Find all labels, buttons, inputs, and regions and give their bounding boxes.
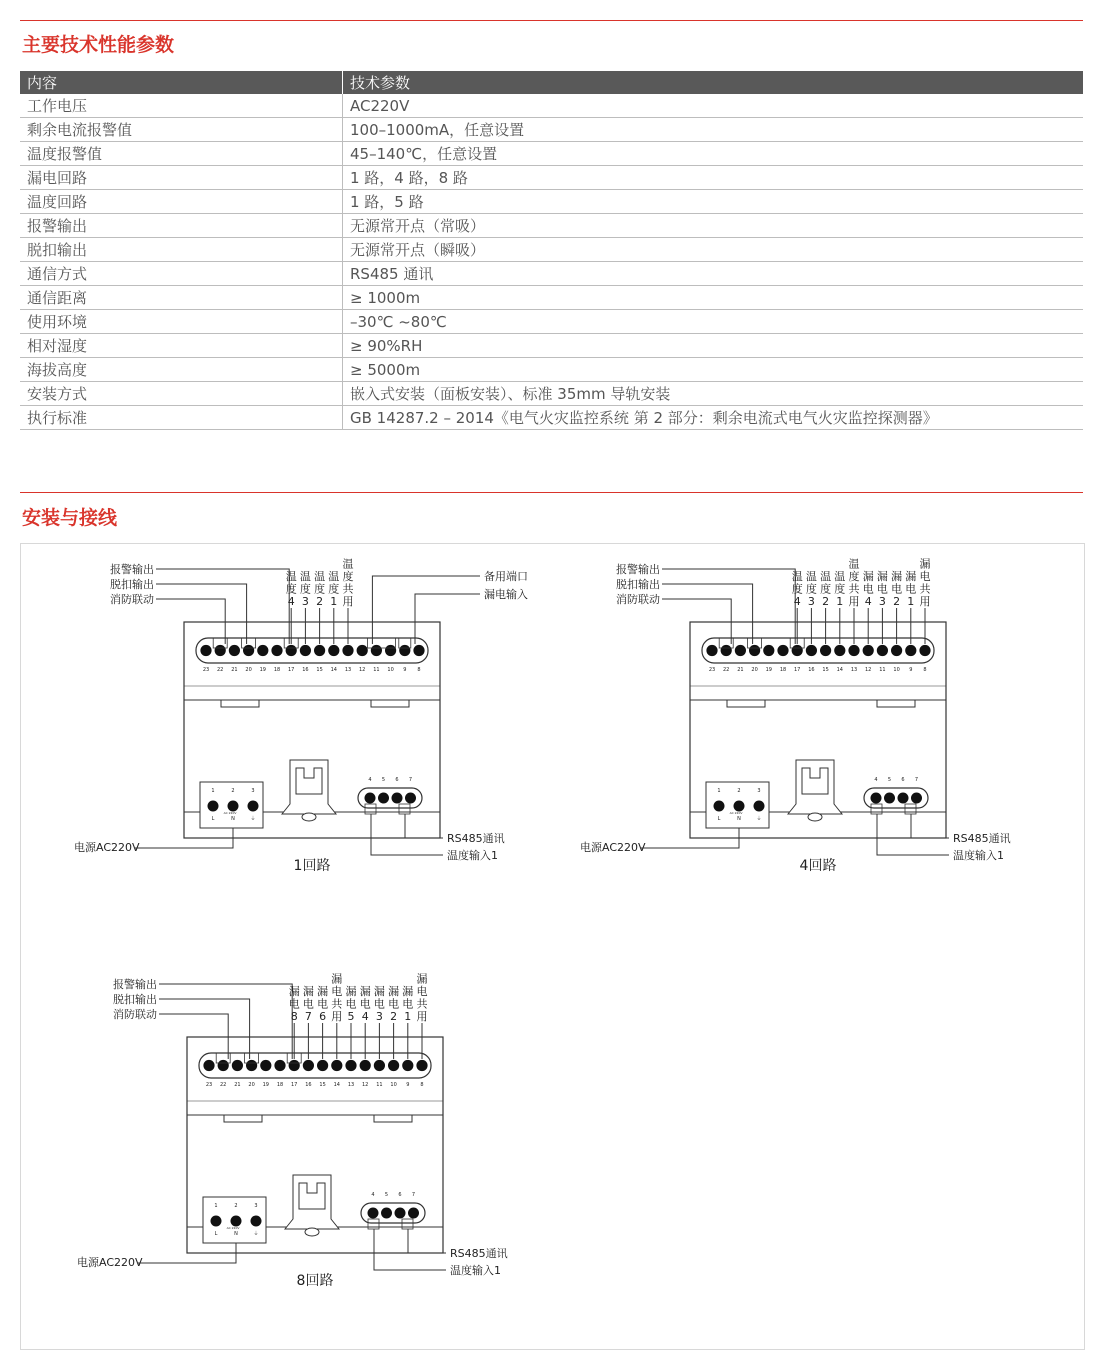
column-label-char: 1 <box>404 1010 412 1023</box>
power-terminal-screw <box>251 1216 262 1227</box>
terminal-number: 22 <box>220 1082 227 1088</box>
terminal-number: 11 <box>376 1082 383 1088</box>
terminal-number: 12 <box>362 1082 369 1088</box>
power-terminal-number: 1 <box>211 788 215 794</box>
leak-input-label: 漏电输入 <box>484 588 528 601</box>
terminal-screw <box>360 1060 371 1071</box>
spec-param-name: 报警输出 <box>20 214 343 238</box>
spec-param-value: 嵌入式安装（面板安装）、标准 35mm 导轨安装 <box>343 382 1084 406</box>
rs485-terminal-number: 4 <box>368 777 372 783</box>
column-label-char: 4 <box>864 595 872 608</box>
power-terminal-number: 2 <box>231 788 235 794</box>
terminal-screw <box>806 645 817 656</box>
column-label-char: 漏 <box>416 972 428 986</box>
column-label-char: 电 <box>388 997 400 1011</box>
spec-param-value: ≥ 90%RH <box>343 334 1084 358</box>
power-terminal-letter: ⏚ <box>756 816 762 822</box>
column-label-char: 温 <box>834 570 846 583</box>
column-label-char: 电 <box>402 997 414 1011</box>
terminal-screw <box>232 1060 243 1071</box>
terminal-screw <box>763 645 774 656</box>
terminal-number: 11 <box>879 667 886 673</box>
column-label-char: 漏 <box>288 985 300 998</box>
column-label-char: 1 <box>330 595 338 608</box>
spec-param-name: 海拔高度 <box>20 358 343 382</box>
terminal-number: 12 <box>865 667 872 673</box>
terminal-number: 21 <box>234 1082 241 1088</box>
column-label-char: 温 <box>328 570 340 583</box>
column-label-char: 3 <box>375 1010 383 1023</box>
column-label-char: 3 <box>878 595 886 608</box>
spec-param-name: 温度回路 <box>20 190 343 214</box>
terminal-screw <box>317 1060 328 1071</box>
column-label-char: 温 <box>791 570 803 583</box>
column-label-char: 度 <box>285 582 297 596</box>
rs485-terminal-number: 6 <box>901 777 905 783</box>
column-label-char: 度 <box>805 582 817 596</box>
column-label-char: 电 <box>416 985 428 998</box>
spec-param-name: 通信距离 <box>20 286 343 310</box>
rs485-terminal-number: 5 <box>381 777 386 783</box>
column-label-char: 电 <box>905 582 917 596</box>
terminal-screw <box>905 645 916 656</box>
column-label-char: 用 <box>919 595 931 608</box>
terminal-number: 10 <box>893 667 900 673</box>
column-label-char: 漏 <box>905 570 917 583</box>
spec-param-value: 无源常开点（常吸） <box>343 214 1084 238</box>
column-label-char: 度 <box>791 582 803 596</box>
spec-param-value: –30℃ ~80℃ <box>343 310 1084 334</box>
rs485-terminal-screw <box>365 793 376 804</box>
spec-param-value: ≥ 1000m <box>343 286 1084 310</box>
column-label-char: 温 <box>820 570 832 583</box>
alarm-output-label: 报警输出 <box>110 563 154 576</box>
fire-linkage-label: 消防联动 <box>616 593 660 606</box>
rs485-terminal-number: 6 <box>395 777 399 783</box>
terminal-number: 16 <box>302 667 309 673</box>
column-label-char: 电 <box>862 582 874 596</box>
column-label-char: 漏 <box>919 557 931 571</box>
terminal-number: 15 <box>319 1082 326 1088</box>
power-terminal-number: 3 <box>757 788 761 794</box>
power-terminal-screw <box>248 801 259 812</box>
power-terminal-sub-label: AC 220V <box>223 811 237 815</box>
clip-slot <box>877 700 915 707</box>
header-content: 内容 <box>20 71 343 94</box>
rs485-terminal-screw <box>392 793 403 804</box>
power-terminal-sub-label: AC 220V <box>226 1226 240 1230</box>
terminal-number: 19 <box>262 1082 269 1088</box>
terminal-screw <box>863 645 874 656</box>
fire-linkage-label: 消防联动 <box>113 1008 157 1021</box>
trip-output-label: 脱扣输出 <box>113 993 157 1006</box>
clip-slot <box>727 700 765 707</box>
column-label-char: 7 <box>304 1010 312 1023</box>
terminal-screw <box>371 645 382 656</box>
spec-param-name: 剩余电流报警值 <box>20 118 343 142</box>
diagram-name: 4回路 <box>799 858 837 874</box>
terminal-screw <box>721 645 732 656</box>
power-terminal-number: 3 <box>254 1203 258 1209</box>
rs485-terminal-screw <box>378 793 389 804</box>
terminal-screw <box>357 645 368 656</box>
power-terminal-number: 2 <box>737 788 741 794</box>
power-terminal-number: 2 <box>234 1203 238 1209</box>
column-label-char: 漏 <box>317 985 329 998</box>
column-label-char: 电 <box>359 997 371 1011</box>
rs485-terminal-number: 4 <box>371 1192 375 1198</box>
terminal-screw <box>257 645 268 656</box>
power-terminal-letter: L <box>214 1231 218 1237</box>
spec-param-name: 脱扣输出 <box>20 238 343 262</box>
temperature-input-label: 温度输入1 <box>953 849 1004 862</box>
rs485-terminal-number: 7 <box>411 1192 416 1198</box>
diagram-name: 8回路 <box>296 1273 334 1289</box>
column-label-char: 度 <box>314 582 326 596</box>
spec-param-value: 无源常开点（瞬吸） <box>343 238 1084 262</box>
terminal-screw <box>274 1060 285 1071</box>
spec-param-value: AC220V <box>343 94 1084 118</box>
spec-param-value: RS485 通讯 <box>343 262 1084 286</box>
column-label-char: 电 <box>919 570 931 583</box>
rs485-terminal-number: 5 <box>887 777 892 783</box>
column-label-char: 漏 <box>402 985 414 998</box>
column-label-char: 2 <box>316 595 324 608</box>
terminal-number: 21 <box>737 667 744 673</box>
column-label-char: 电 <box>288 997 300 1011</box>
column-label-char: 8 <box>290 1010 298 1023</box>
terminal-screw <box>342 645 353 656</box>
terminal-number: 20 <box>245 667 252 673</box>
column-label-char: 用 <box>416 1010 428 1023</box>
terminal-screw <box>385 645 396 656</box>
terminal-number: 20 <box>751 667 758 673</box>
terminal-screw <box>286 645 297 656</box>
column-label-char: 温 <box>299 570 311 583</box>
column-label-char: 漏 <box>331 972 343 986</box>
power-terminal-screw <box>208 801 219 812</box>
rs485-terminal-screw <box>405 793 416 804</box>
power-terminal-letter: ⏚ <box>253 1231 259 1237</box>
column-label-char: 6 <box>319 1010 327 1023</box>
power-terminal-screw <box>211 1216 222 1227</box>
column-label-char: 电 <box>891 582 903 596</box>
terminal-number: 22 <box>723 667 730 673</box>
column-label-char: 电 <box>317 997 329 1011</box>
power-terminal-screw <box>754 801 765 812</box>
terminal-screw <box>289 1060 300 1071</box>
column-label-char: 温 <box>314 570 326 583</box>
spare-port-label: 备用端口 <box>484 570 528 583</box>
spec-param-name: 安装方式 <box>20 382 343 406</box>
column-label-char: 漏 <box>388 985 400 998</box>
terminal-screw <box>374 1060 385 1071</box>
terminal-number: 9 <box>909 667 913 673</box>
column-label-char: 温 <box>285 570 297 583</box>
terminal-number: 21 <box>231 667 238 673</box>
power-label: 电源AC220V <box>77 1256 143 1269</box>
terminal-number: 13 <box>850 667 858 673</box>
power-terminal-screw <box>734 801 745 812</box>
spec-param-value: 45–140℃，任意设置 <box>343 142 1084 166</box>
column-label-char: 漏 <box>862 570 874 583</box>
spec-param-value: GB 14287.2 – 2014《电气火灾监控系统 第 2 部分：剩余电流式电气火灾监控探测器》 <box>343 406 1084 430</box>
power-terminal-number: 1 <box>717 788 721 794</box>
column-label-char: 1 <box>836 595 844 608</box>
terminal-number: 17 <box>288 667 295 673</box>
spec-param-name: 执行标准 <box>20 406 343 430</box>
column-label-char: 2 <box>390 1010 398 1023</box>
power-terminal-letter: N <box>737 816 741 822</box>
column-label-char: 温 <box>342 557 354 571</box>
terminal-number: 18 <box>276 1082 284 1088</box>
terminal-screw <box>777 645 788 656</box>
terminal-screw <box>300 645 311 656</box>
column-label-char: 4 <box>287 595 295 608</box>
terminal-screw <box>328 645 339 656</box>
terminal-screw <box>877 645 888 656</box>
terminal-screw <box>218 1060 229 1071</box>
terminal-number: 9 <box>403 667 407 673</box>
terminal-number: 23 <box>708 667 716 673</box>
spec-param-value: ≥ 5000m <box>343 358 1084 382</box>
latch-screw <box>808 813 822 821</box>
column-label-char: 5 <box>347 1010 355 1023</box>
power-terminal-screw <box>231 1216 242 1227</box>
column-label-char: 共 <box>331 997 343 1011</box>
terminal-number: 18 <box>273 667 281 673</box>
terminal-screw <box>388 1060 399 1071</box>
column-label-char: 电 <box>331 985 343 998</box>
terminal-number: 18 <box>779 667 787 673</box>
column-label-char: 温 <box>805 570 817 583</box>
column-label-char: 1 <box>907 595 915 608</box>
rs485-label: RS485通讯 <box>953 832 1011 845</box>
latch-screw <box>305 1228 319 1236</box>
fire-linkage-label: 消防联动 <box>110 593 154 606</box>
column-label-char: 漏 <box>373 985 385 998</box>
spec-param-name: 漏电回路 <box>20 166 343 190</box>
trip-output-label: 脱扣输出 <box>110 578 154 591</box>
temperature-input-label: 温度输入1 <box>450 1264 501 1277</box>
rs485-terminal-screw <box>408 1208 419 1219</box>
rs485-terminal-number: 7 <box>408 777 413 783</box>
terminal-screw <box>919 645 930 656</box>
column-label-char: 共 <box>416 997 428 1011</box>
power-terminal-letter: ⏚ <box>250 816 256 822</box>
terminal-number: 8 <box>923 667 927 673</box>
terminal-number: 19 <box>765 667 772 673</box>
spec-param-name: 相对湿度 <box>20 334 343 358</box>
alarm-output-label: 报警输出 <box>616 563 660 576</box>
terminal-screw <box>735 645 746 656</box>
rs485-terminal-screw <box>381 1208 392 1219</box>
column-label-char: 用 <box>331 1010 343 1023</box>
column-label-char: 4 <box>361 1010 369 1023</box>
terminal-screw <box>413 645 424 656</box>
terminal-screw <box>303 1060 314 1071</box>
terminal-screw <box>891 645 902 656</box>
column-label-char: 度 <box>342 570 354 583</box>
power-terminal-screw <box>228 801 239 812</box>
terminal-screw <box>416 1060 427 1071</box>
column-label-char: 漏 <box>359 985 371 998</box>
terminal-number: 10 <box>390 1082 397 1088</box>
terminal-screw <box>246 1060 257 1071</box>
power-terminal-number: 1 <box>214 1203 218 1209</box>
clip-slot <box>224 1115 262 1122</box>
spec-param-value: 1 路，4 路，8 路 <box>343 166 1084 190</box>
column-label-char: 度 <box>834 582 846 596</box>
rs485-terminal-screw <box>898 793 909 804</box>
column-label-char: 共 <box>342 582 354 596</box>
rs485-terminal-screw <box>368 1208 379 1219</box>
terminal-number: 16 <box>808 667 815 673</box>
terminal-screw <box>331 1060 342 1071</box>
clip-slot <box>221 700 259 707</box>
column-label-char: 电 <box>876 582 888 596</box>
power-terminal-letter: N <box>234 1231 238 1237</box>
terminal-number: 23 <box>205 1082 213 1088</box>
terminal-screw <box>229 645 240 656</box>
terminal-number: 16 <box>305 1082 312 1088</box>
temperature-input-label: 温度输入1 <box>447 849 498 862</box>
rs485-terminal-screw <box>884 793 895 804</box>
terminal-screw <box>271 645 282 656</box>
power-terminal-number: 3 <box>251 788 255 794</box>
terminal-number: 15 <box>822 667 829 673</box>
power-terminal-letter: L <box>717 816 721 822</box>
terminal-number: 13 <box>344 667 352 673</box>
diagram-name: 1回路 <box>293 858 331 874</box>
power-terminal-sub-label: AC 220V <box>729 811 743 815</box>
spec-param-name: 通信方式 <box>20 262 343 286</box>
column-label-char: 温 <box>848 557 860 571</box>
column-label-char: 共 <box>919 582 931 596</box>
rs485-terminal-screw <box>911 793 922 804</box>
rs485-label: RS485通讯 <box>450 1247 508 1260</box>
clip-slot <box>374 1115 412 1122</box>
terminal-number: 8 <box>420 1082 424 1088</box>
rs485-terminal-number: 5 <box>384 1192 389 1198</box>
column-label-char: 度 <box>328 582 340 596</box>
clip-slot <box>371 700 409 707</box>
terminal-screw <box>834 645 845 656</box>
header-params: 技术参数 <box>343 71 1084 94</box>
terminal-number: 10 <box>387 667 394 673</box>
spec-param-value: 100–1000mA，任意设置 <box>343 118 1084 142</box>
install-section-title: 安装与接线 <box>22 507 118 529</box>
terminal-screw <box>820 645 831 656</box>
terminal-number: 22 <box>217 667 224 673</box>
rs485-terminal-number: 6 <box>398 1192 402 1198</box>
column-label-char: 漏 <box>302 985 314 998</box>
terminal-number: 11 <box>373 667 380 673</box>
terminal-number: 17 <box>794 667 801 673</box>
column-label-char: 3 <box>301 595 309 608</box>
power-label: 电源AC220V <box>74 841 140 854</box>
terminal-screw <box>215 645 226 656</box>
terminal-screw <box>260 1060 271 1071</box>
terminal-screw <box>402 1060 413 1071</box>
rs485-terminal-number: 4 <box>874 777 878 783</box>
power-terminal-screw <box>714 801 725 812</box>
terminal-number: 17 <box>291 1082 298 1088</box>
column-label-char: 电 <box>373 997 385 1011</box>
spec-section-title: 主要技术性能参数 <box>22 34 175 56</box>
trip-output-label: 脱扣输出 <box>616 578 660 591</box>
terminal-screw <box>399 645 410 656</box>
power-terminal-letter: L <box>211 816 215 822</box>
terminal-number: 14 <box>330 667 337 673</box>
rs485-terminal-number: 7 <box>914 777 919 783</box>
terminal-screw <box>706 645 717 656</box>
column-label-char: 4 <box>793 595 801 608</box>
column-label-char: 漏 <box>876 570 888 583</box>
column-label-char: 电 <box>345 997 357 1011</box>
column-label-char: 3 <box>807 595 815 608</box>
terminal-screw <box>792 645 803 656</box>
column-label-char: 度 <box>820 582 832 596</box>
power-terminal-letter: N <box>231 816 235 822</box>
spec-param-name: 使用环境 <box>20 310 343 334</box>
column-label-char: 共 <box>848 582 860 596</box>
latch-screw <box>302 813 316 821</box>
column-label-char: 漏 <box>345 985 357 998</box>
terminal-number: 8 <box>417 667 421 673</box>
spec-param-value: 1 路，5 路 <box>343 190 1084 214</box>
alarm-output-label: 报警输出 <box>113 978 157 991</box>
spec-param-name: 工作电压 <box>20 94 343 118</box>
column-label-char: 漏 <box>891 570 903 583</box>
terminal-screw <box>345 1060 356 1071</box>
terminal-number: 13 <box>347 1082 355 1088</box>
terminal-screw <box>203 1060 214 1071</box>
rs485-terminal-screw <box>871 793 882 804</box>
rs485-label: RS485通讯 <box>447 832 505 845</box>
terminal-number: 20 <box>248 1082 255 1088</box>
column-label-char: 2 <box>822 595 830 608</box>
terminal-screw <box>243 645 254 656</box>
terminal-number: 15 <box>316 667 323 673</box>
terminal-screw <box>200 645 211 656</box>
column-label-char: 电 <box>302 997 314 1011</box>
terminal-screw <box>749 645 760 656</box>
terminal-number: 23 <box>202 667 210 673</box>
column-label-char: 度 <box>848 570 860 583</box>
terminal-number: 14 <box>333 1082 340 1088</box>
column-label-char: 用 <box>342 595 354 608</box>
terminal-number: 19 <box>259 667 266 673</box>
column-label-char: 2 <box>893 595 901 608</box>
terminal-screw <box>848 645 859 656</box>
terminal-number: 14 <box>836 667 843 673</box>
terminal-number: 9 <box>406 1082 410 1088</box>
column-label-char: 用 <box>848 595 860 608</box>
terminal-number: 12 <box>359 667 366 673</box>
terminal-screw <box>314 645 325 656</box>
power-label: 电源AC220V <box>580 841 646 854</box>
spec-param-name: 温度报警值 <box>20 142 343 166</box>
column-label-char: 度 <box>299 582 311 596</box>
rs485-terminal-screw <box>395 1208 406 1219</box>
